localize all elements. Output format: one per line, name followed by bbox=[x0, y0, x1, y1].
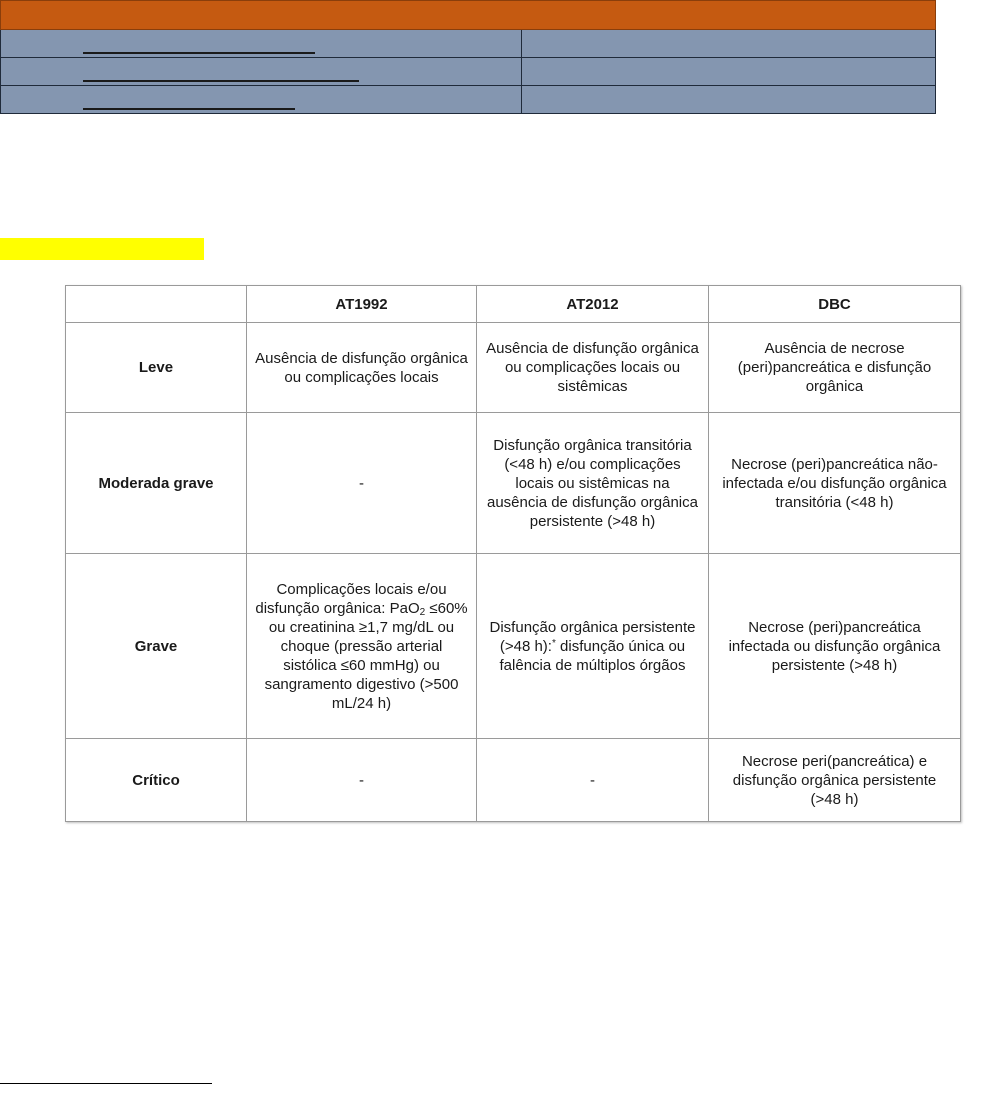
cell-text: Disfunção orgânica persistente (>48 h): bbox=[489, 618, 696, 655]
row-label: Moderada grave bbox=[66, 413, 247, 554]
header-row bbox=[0, 58, 936, 86]
cell-text: Complicações locais e/ou disfunção orgânica: PaO bbox=[255, 580, 447, 617]
subscript: 2 bbox=[419, 606, 426, 618]
column-header-dbc: DBC bbox=[709, 286, 961, 323]
link-placeholder[interactable] bbox=[83, 52, 315, 54]
table-row bbox=[66, 554, 961, 739]
footnote-marker: * bbox=[551, 637, 556, 649]
cell-at2012: Disfunção orgânica transitória (<48 h) e/ou complicações locais ou sistêmicas na ausência de disfunção orgânica persistente (>48 h) bbox=[477, 413, 709, 554]
classification-table bbox=[65, 285, 961, 822]
cell-dbc: Necrose (peri)pancreática não-infectada e/ou disfunção orgânica transitória (<48 h) bbox=[709, 413, 961, 554]
column-header-at2012: AT2012 bbox=[477, 286, 709, 323]
cell-text: disfunção única ou falência de múltiplos órgãos bbox=[499, 637, 686, 674]
table-row bbox=[66, 323, 961, 413]
highlighted-heading bbox=[0, 238, 204, 260]
cell-at2012: - bbox=[477, 739, 709, 822]
header-row bbox=[0, 30, 936, 58]
table-row bbox=[66, 739, 961, 822]
cell-at2012: Ausência de disfunção orgânica ou complicações locais ou sistêmicas bbox=[477, 323, 709, 413]
cell-dbc: Necrose (peri)pancreática infectada ou disfunção orgânica persistente (>48 h) bbox=[709, 554, 961, 739]
column-header-empty bbox=[66, 286, 247, 323]
column-header-at1992: AT1992 bbox=[247, 286, 477, 323]
link-placeholder[interactable] bbox=[83, 108, 295, 110]
row-label: Crítico bbox=[66, 739, 247, 822]
header-bar bbox=[0, 0, 936, 30]
row-label: Grave bbox=[66, 554, 247, 739]
table-header-row bbox=[66, 286, 961, 323]
header-row bbox=[0, 86, 936, 114]
cell-dbc: Ausência de necrose (peri)pancreática e disfunção orgânica bbox=[709, 323, 961, 413]
cell-at1992 bbox=[247, 554, 477, 739]
header-table bbox=[0, 0, 936, 114]
cell-at1992: Ausência de disfunção orgânica ou complicações locais bbox=[247, 323, 477, 413]
cell-at1992: - bbox=[247, 413, 477, 554]
table-row bbox=[66, 413, 961, 554]
row-label: Leve bbox=[66, 323, 247, 413]
cell-at1992: - bbox=[247, 739, 477, 822]
cell-dbc: Necrose peri(pancreática) e disfunção orgânica persistente (>48 h) bbox=[709, 739, 961, 822]
cell-at2012 bbox=[477, 554, 709, 739]
footnote-separator bbox=[0, 1083, 212, 1084]
link-placeholder[interactable] bbox=[83, 80, 359, 82]
cell-text: ≤60% ou creatinina ≥1,7 mg/dL ou choque (pressão arterial sistólica ≤60 mmHg) ou sangramento digestivo (>500 mL/24 h) bbox=[264, 599, 468, 712]
